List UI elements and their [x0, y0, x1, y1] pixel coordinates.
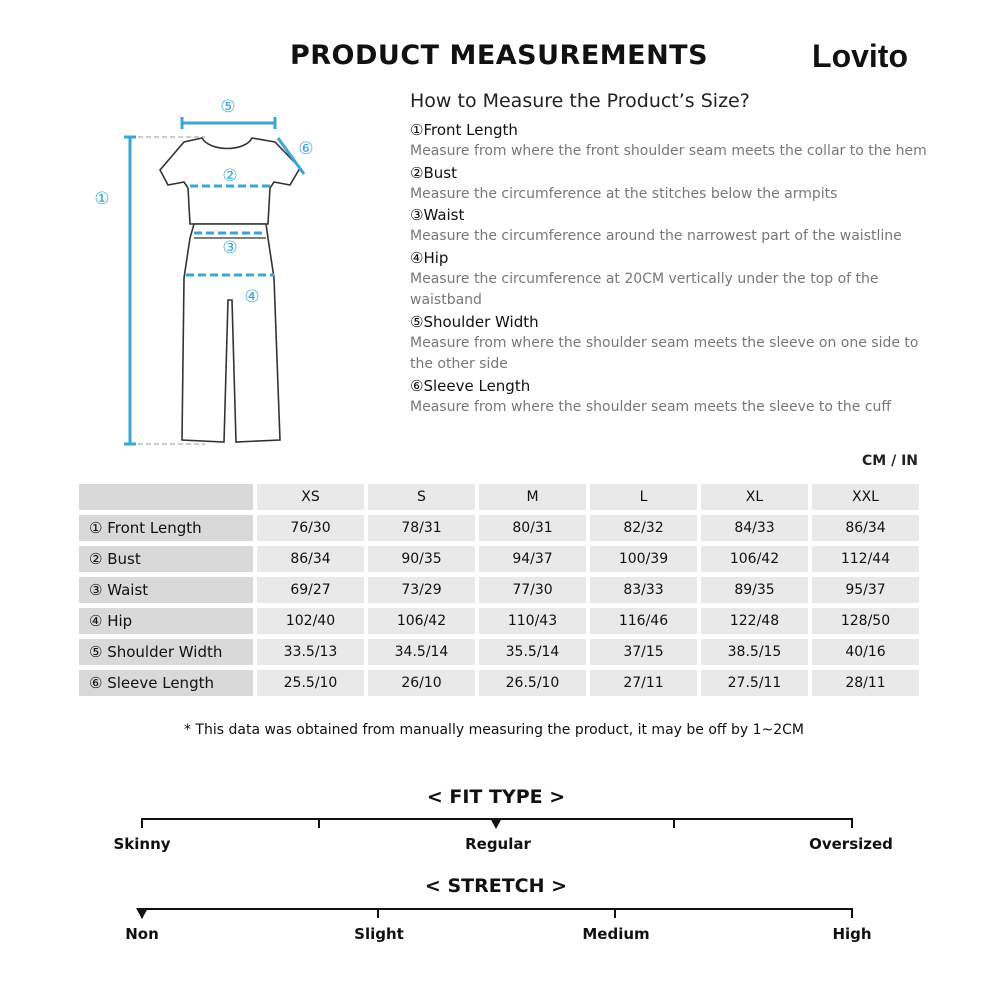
table-cell: 73/29 — [368, 577, 475, 603]
marker-waist: ③ — [222, 238, 238, 258]
table-cell: 80/31 — [479, 515, 586, 541]
row-label: ⑤ Shoulder Width — [79, 639, 253, 665]
garment-diagram — [90, 90, 330, 450]
instruction-item: ⑥Sleeve Length Measure from where the shoulder seam meets the sleeve to the cuff — [410, 376, 930, 419]
table-row — [79, 546, 919, 572]
fit-type-label: Regular — [465, 835, 531, 853]
table-cell: 106/42 — [701, 546, 808, 572]
size-header: L — [590, 484, 697, 510]
row-label: ③ Waist — [79, 577, 253, 603]
measure-instructions — [410, 90, 930, 418]
table-cell: 38.5/15 — [701, 639, 808, 665]
marker-shoulder-width: ⑤ — [220, 97, 236, 117]
table-cell: 100/39 — [590, 546, 697, 572]
table-cell: 116/46 — [590, 608, 697, 634]
instruction-title: Front Length — [423, 121, 518, 139]
table-cell: 94/37 — [479, 546, 586, 572]
fit-type-tick — [141, 818, 143, 828]
units-label: CM / IN — [862, 453, 918, 469]
instructions-heading: How to Measure the Product’s Size? — [410, 90, 750, 112]
row-label: ① Front Length — [79, 515, 253, 541]
table-cell: 106/42 — [368, 608, 475, 634]
row-label: ② Bust — [79, 546, 253, 572]
instruction-item: ⑤Shoulder Width Measure from where the shoulder seam meets the sleeve on one side to the other side — [410, 312, 930, 376]
instruction-desc: Measure the circumference at 20CM vertically under the top of the waistband — [410, 270, 879, 308]
size-header: XXL — [812, 484, 919, 510]
table-cell: 84/33 — [701, 515, 808, 541]
fit-type-tick — [673, 818, 675, 828]
stretch-tick — [377, 908, 379, 918]
fit-type-title: < FIT TYPE > — [426, 786, 566, 808]
table-cell: 27/11 — [590, 670, 697, 696]
row-label: ④ Hip — [79, 608, 253, 634]
table-cell: 86/34 — [812, 515, 919, 541]
table-row — [79, 577, 919, 603]
stretch-tick — [614, 908, 616, 918]
table-cell: 34.5/14 — [368, 639, 475, 665]
table-cell: 122/48 — [701, 608, 808, 634]
instruction-desc: Measure from where the shoulder seam meets the sleeve on one side to the other side — [410, 334, 919, 372]
instruction-item: ②Bust Measure the circumference at the stitches below the armpits — [410, 163, 930, 206]
instruction-title: Sleeve Length — [423, 376, 531, 395]
table-cell: 86/34 — [257, 546, 364, 572]
table-cell: 37/15 — [590, 639, 697, 665]
brand-logo: Lovito — [812, 38, 908, 74]
table-cell: 82/32 — [590, 515, 697, 541]
stretch-scale-line — [141, 908, 853, 910]
instruction-desc: Measure from where the front shoulder seam meets the collar to the hem — [410, 143, 927, 159]
page-title: PRODUCT MEASUREMENTS — [289, 40, 709, 71]
stretch-title: < STRETCH > — [424, 875, 568, 897]
instruction-title: Hip — [423, 248, 449, 267]
table-cell: 102/40 — [257, 608, 364, 634]
fit-type-indicator-icon — [490, 818, 502, 829]
table-cell: 33.5/13 — [257, 639, 364, 665]
size-header: S — [368, 484, 475, 510]
table-cell: 112/44 — [812, 546, 919, 572]
table-row — [79, 670, 919, 696]
table-corner-cell — [79, 484, 253, 510]
instruction-desc: Measure the circumference at the stitches below the armpits — [410, 185, 838, 202]
instruction-item: ④Hip Measure the circumference at 20CM vertically under the top of the waistband — [410, 248, 930, 312]
marker-hip: ④ — [244, 287, 260, 307]
table-cell: 110/43 — [479, 608, 586, 634]
size-header: XL — [701, 484, 808, 510]
size-header: XS — [257, 484, 364, 510]
table-row — [79, 515, 919, 541]
fit-type-label: Oversized — [809, 835, 893, 853]
stretch-label: Non — [125, 925, 159, 943]
table-cell: 35.5/14 — [479, 639, 586, 665]
instruction-item: ③Waist Measure the circumference around the narrowest part of the waistline — [410, 205, 930, 248]
table-cell: 26/10 — [368, 670, 475, 696]
row-label: ⑥ Sleeve Length — [79, 670, 253, 696]
measurement-disclaimer: * This data was obtained from manually measuring the product, it may be off by 1~2CM — [183, 722, 805, 738]
stretch-indicator-icon — [136, 908, 148, 919]
fit-type-label: Skinny — [113, 835, 171, 853]
marker-bust: ② — [222, 166, 238, 186]
table-row — [79, 639, 919, 665]
table-cell: 90/35 — [368, 546, 475, 572]
stretch-label: Medium — [582, 925, 650, 943]
fit-type-tick — [851, 818, 853, 828]
size-chart-table — [75, 479, 923, 701]
table-cell: 69/27 — [257, 577, 364, 603]
table-cell: 83/33 — [590, 577, 697, 603]
instruction-desc: Measure the circumference around the narrowest part of the waistline — [410, 228, 902, 244]
garment-illustration — [90, 90, 330, 450]
table-cell: 26.5/10 — [479, 670, 586, 696]
table-cell: 89/35 — [701, 577, 808, 603]
table-cell: 78/31 — [368, 515, 475, 541]
marker-sleeve-length: ⑥ — [298, 139, 314, 159]
instruction-title: Waist — [423, 206, 465, 224]
instruction-item: ①Front Length Measure from where the front shoulder seam meets the collar to the hem — [410, 120, 930, 163]
marker-front-length: ① — [94, 189, 110, 209]
stretch-label: Slight — [354, 925, 404, 943]
table-cell: 128/50 — [812, 608, 919, 634]
stretch-label: High — [832, 925, 872, 943]
table-cell: 28/11 — [812, 670, 919, 696]
instruction-desc: Measure from where the shoulder seam meets the sleeve to the cuff — [410, 398, 892, 415]
table-cell: 40/16 — [812, 639, 919, 665]
stretch-tick — [851, 908, 853, 918]
table-cell: 95/37 — [812, 577, 919, 603]
instruction-title: Bust — [423, 163, 457, 182]
table-row — [79, 608, 919, 634]
table-cell: 27.5/11 — [701, 670, 808, 696]
table-cell: 76/30 — [257, 515, 364, 541]
table-header-row — [79, 484, 919, 510]
table-cell: 77/30 — [479, 577, 586, 603]
size-header: M — [479, 484, 586, 510]
fit-type-tick — [318, 818, 320, 828]
table-cell: 25.5/10 — [257, 670, 364, 696]
instruction-title: Shoulder Width — [423, 312, 539, 331]
